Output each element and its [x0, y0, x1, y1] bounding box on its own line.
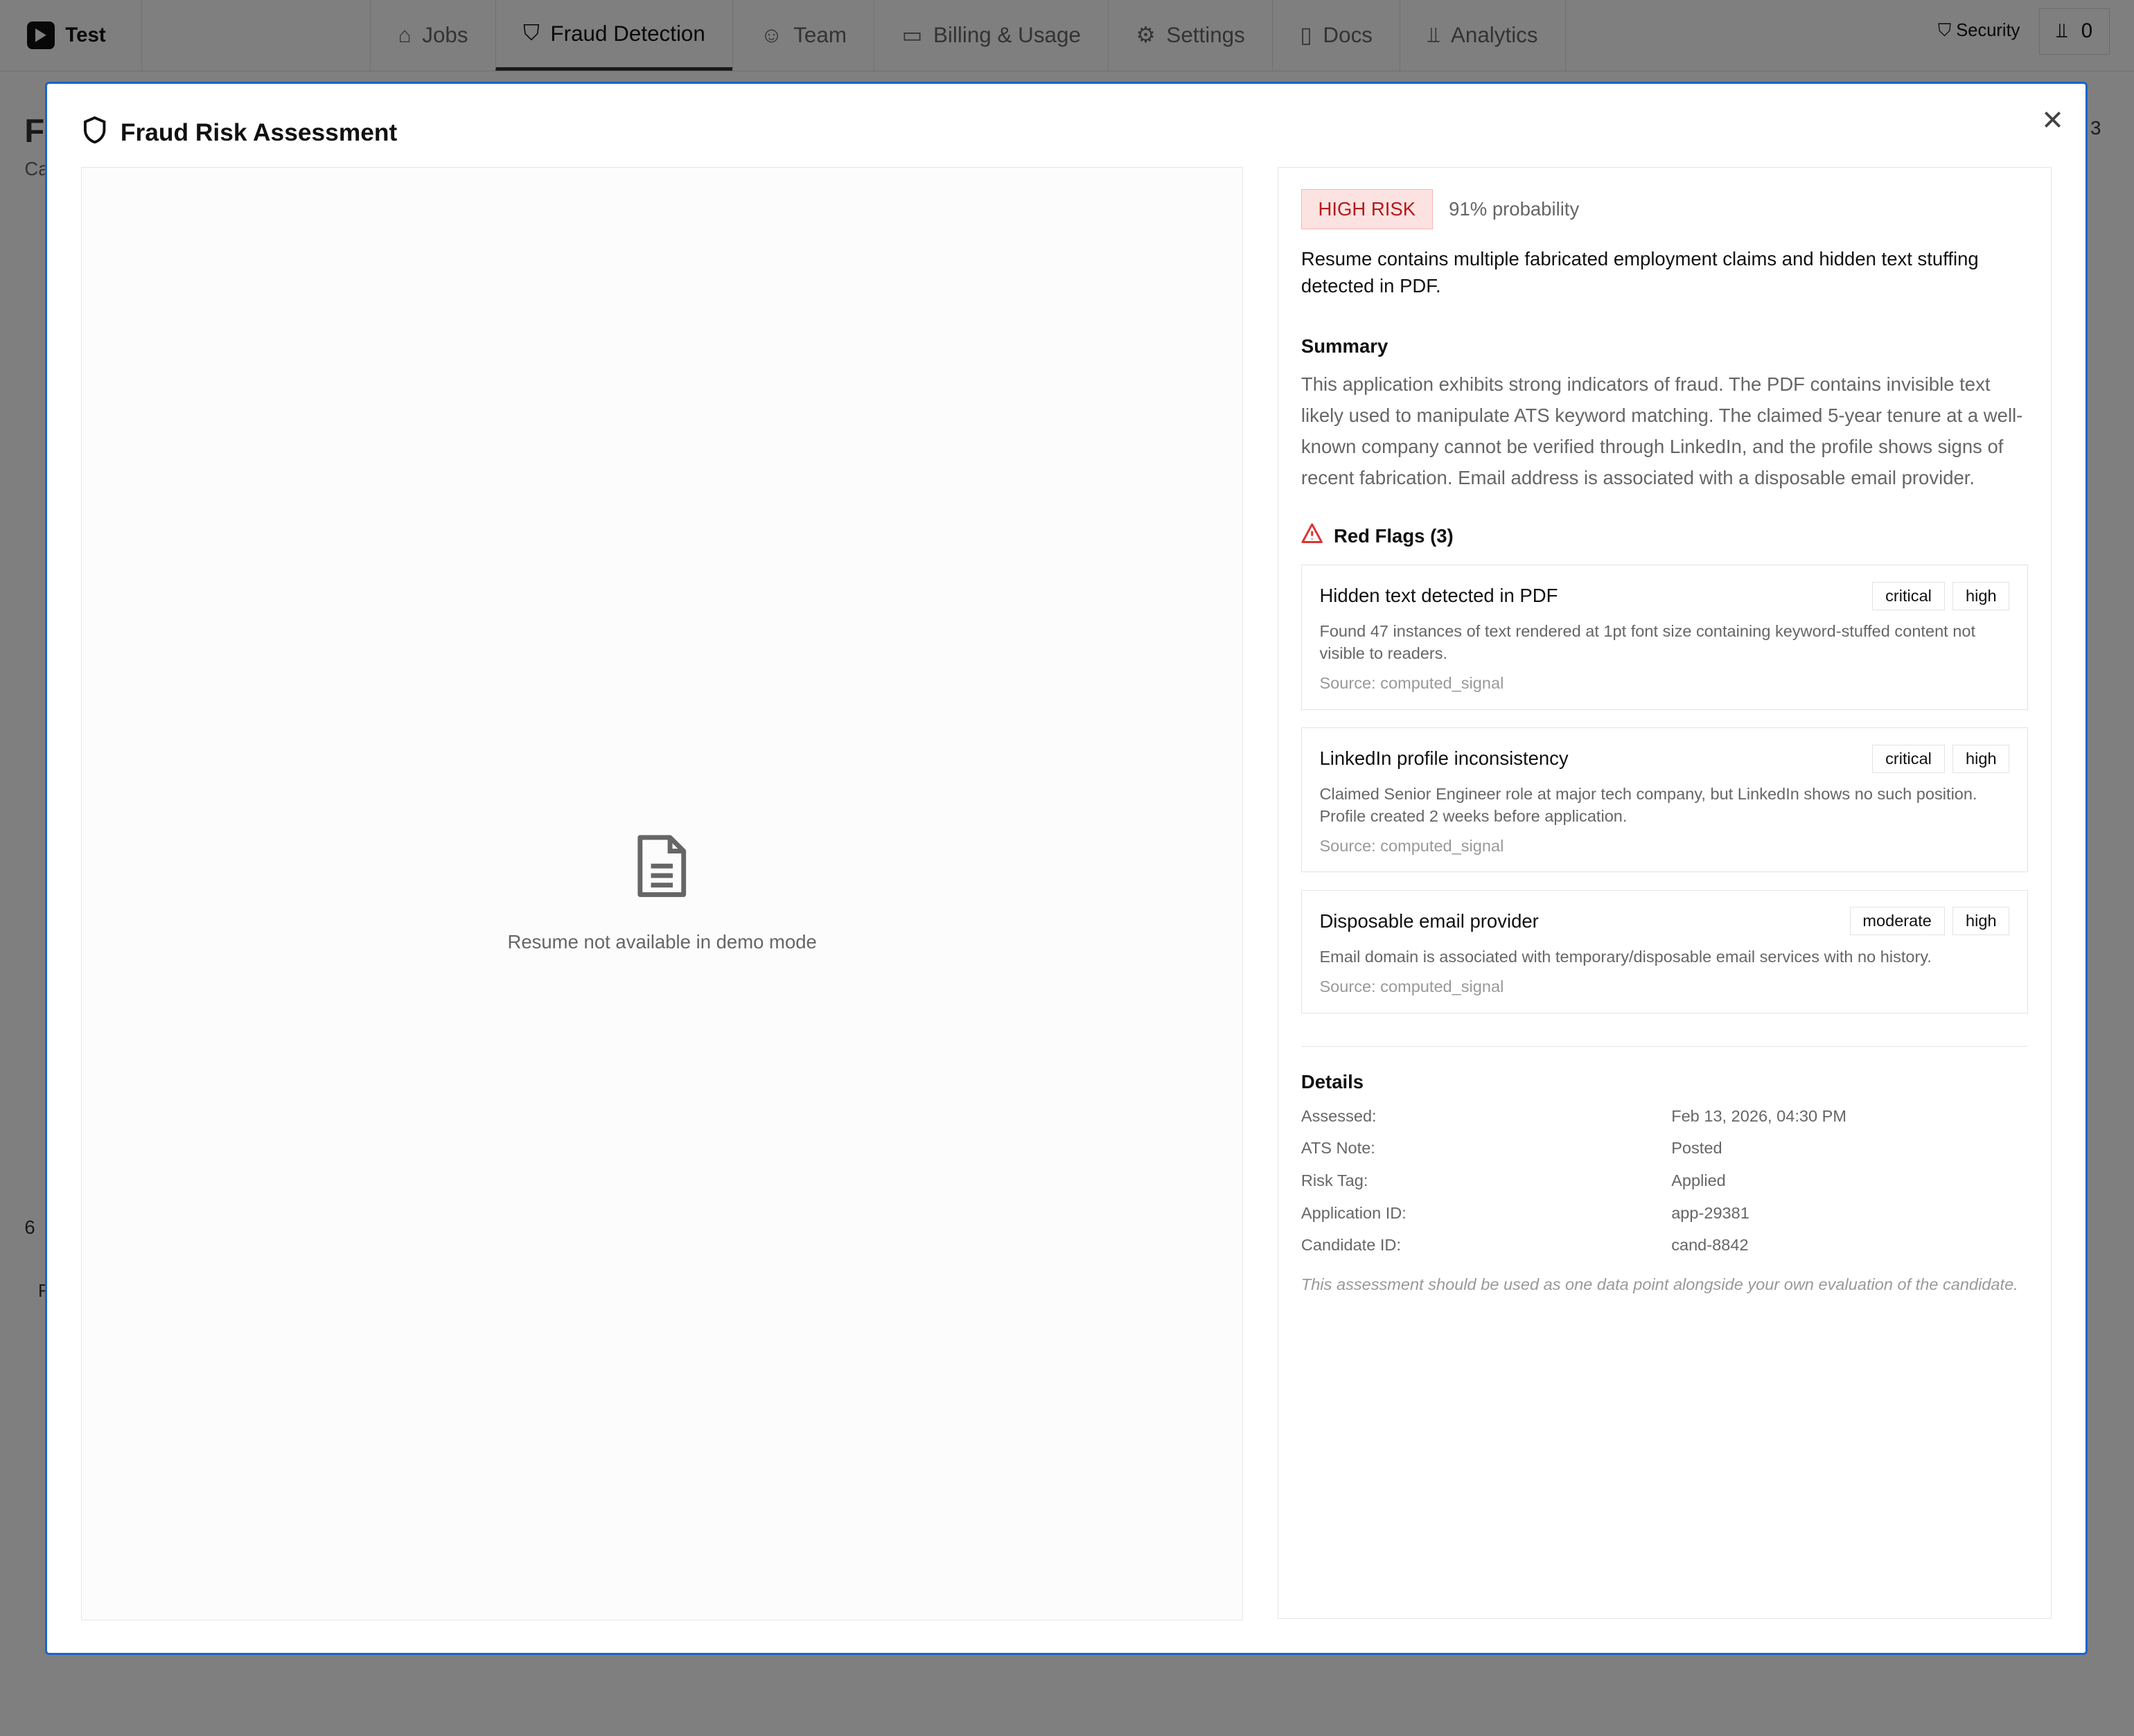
detail-value: Feb 13, 2026, 04:30 PM — [1671, 1106, 1847, 1125]
detail-row — [1301, 1204, 2028, 1223]
close-icon[interactable]: ✕ — [2040, 105, 2064, 136]
severity-tag: critical — [1872, 745, 1944, 773]
detail-value: Applied — [1671, 1171, 1726, 1190]
detail-value: cand-8842 — [1671, 1236, 1749, 1255]
confidence-tag: high — [1952, 745, 2009, 773]
red-flag-card — [1301, 890, 2028, 1013]
severity-tag: moderate — [1850, 907, 1945, 935]
red-flag-card — [1301, 727, 2028, 872]
summary-text: This application exhibits strong indicators of fraud. The PDF contains invisible text likely used to manipulate ATS keyword matching. The claimed 5-year tenure at a well-known company cannot be verified through LinkedIn, and the profile shows signs of recent fabrication. Email address is associated with a disposable email provider. — [1300, 373, 2023, 489]
flag-description: Found 47 instances of text rendered at 1pt font size containing keyword-stuffed content not visible to readers. — [1319, 622, 1976, 662]
flag-source: Source: computed_signal — [1319, 977, 1504, 996]
detail-label: Application ID: — [1300, 1203, 1406, 1222]
resume-unavailable-message: Resume not available in demo mode — [507, 931, 817, 953]
red-flags-heading — [1301, 523, 2028, 548]
disclaimer: This assessment should be used as one data point alongside your own evaluation of the candidate. — [1300, 1275, 2018, 1293]
red-flags-heading-text: Red Flags (3) — [1334, 524, 1454, 547]
resume-viewer — [81, 167, 1244, 1620]
risk-probability: 91% probability — [1449, 197, 1580, 220]
flag-description: Email domain is associated with temporary/disposable email services with no history. — [1319, 947, 1932, 966]
flag-source: Source: computed_signal — [1319, 836, 1504, 855]
modal-title — [82, 116, 397, 150]
detail-value: Posted — [1671, 1139, 1722, 1158]
assessment-panel — [1278, 167, 2052, 1619]
details-heading: Details — [1300, 1071, 1364, 1093]
confidence-tag: high — [1952, 907, 2009, 935]
detail-label: Candidate ID: — [1300, 1236, 1401, 1255]
risk-level-badge: HIGH RISK — [1301, 189, 1433, 229]
flag-description: Claimed Senior Engineer role at major tech company, but LinkedIn shows no such position. Profile created 2 weeks before application. — [1319, 785, 1977, 825]
risk-headline: Resume contains multiple fabricated employment claims and hidden text stuffing detected in PDF. — [1300, 248, 1979, 297]
confidence-tag: high — [1952, 582, 2009, 610]
detail-value: app-29381 — [1671, 1203, 1749, 1222]
detail-row — [1301, 1236, 2028, 1255]
modal-title-text: Fraud Risk Assessment — [120, 119, 398, 147]
fraud-risk-modal — [45, 82, 2088, 1655]
document-icon — [635, 833, 689, 904]
warning-icon — [1301, 523, 1323, 548]
shield-icon — [82, 116, 107, 150]
severity-tag: critical — [1872, 582, 1944, 610]
detail-label: ATS Note: — [1300, 1139, 1375, 1158]
red-flags-list — [1301, 565, 2028, 1013]
flag-title: Hidden text detected in PDF — [1319, 585, 1558, 607]
detail-label: Risk Tag: — [1300, 1171, 1368, 1190]
detail-row — [1301, 1107, 2028, 1126]
flag-source: Source: computed_signal — [1319, 674, 1504, 693]
summary-heading: Summary — [1300, 335, 1388, 357]
divider — [1301, 1046, 2028, 1047]
detail-row — [1301, 1171, 2028, 1190]
flag-title: LinkedIn profile inconsistency — [1319, 747, 1569, 770]
detail-row — [1301, 1139, 2028, 1158]
flag-title: Disposable email provider — [1319, 910, 1539, 932]
red-flag-card — [1301, 565, 2028, 709]
details-list — [1301, 1107, 2028, 1255]
detail-label: Assessed: — [1300, 1106, 1377, 1125]
